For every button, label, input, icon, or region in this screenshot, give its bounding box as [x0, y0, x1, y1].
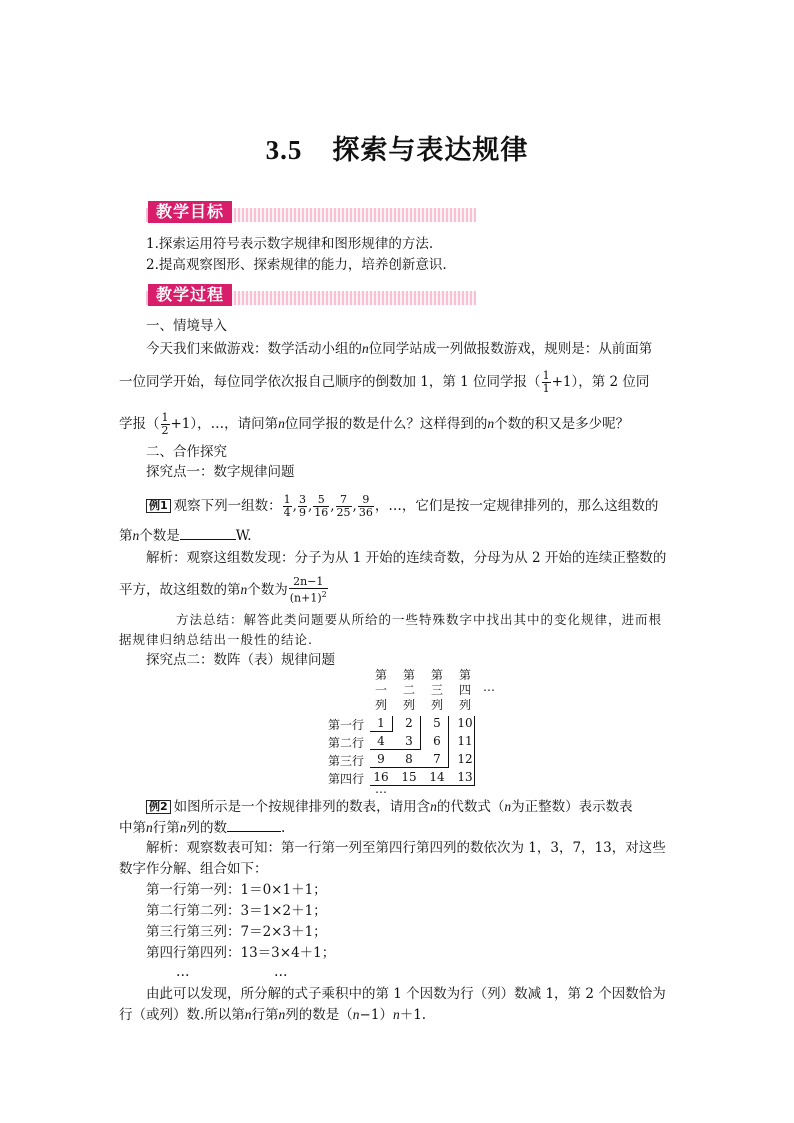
goal-item-2: 2.提高观察图形、探索规律的能力，培养创新意识. [146, 257, 447, 273]
example-1-line-2: 第n个数是 W. [119, 528, 252, 544]
row-label: 第四行 [328, 772, 365, 786]
grid-cell: 12 [457, 752, 473, 766]
decomposition-line: 第三行第三列：7＝2×3＋1； [146, 924, 327, 940]
grid-cell: 2 [405, 716, 413, 730]
grid-cell: 3 [405, 734, 413, 748]
grid-cell: 1 [377, 716, 385, 730]
row-label: 第二行 [328, 736, 365, 750]
grid-cell: 7 [433, 752, 441, 766]
row-label: 第一行 [328, 718, 365, 732]
fraction: $\frac{2n-1}{(n+1)^2}$ [289, 575, 327, 605]
grid-cell: 13 [457, 770, 473, 784]
grid-cell: 11 [457, 734, 473, 748]
decomposition-line: 第四行第四列：13＝3×4＋1； [146, 945, 336, 961]
point2-heading: 探究点二：数阵（表）规律问题 [146, 652, 335, 668]
solution-1-line-2: 平方，故这组数的第n个数为 $\frac{2n-1}{(n+1)^2}$ [119, 575, 327, 605]
grid-cell: 4 [377, 734, 385, 748]
grid-cell: 14 [429, 770, 445, 784]
goal-item-1: 1.探索运用符号表示数字规律和图形规律的方法. [146, 236, 434, 252]
section-heading-goals: 教学目标 [148, 201, 232, 223]
grid-cell: 8 [405, 752, 413, 766]
example-2-line-1: 例2 如图所示是一个按规律排列的数表，请用含n的代数式（n为正整数）表示数表 [146, 797, 633, 817]
solution-1-line-1: 解析：观察这组数发现：分子为从 1 开始的连续奇数，分母为从 2 开始的连续正整数的 [146, 550, 667, 566]
grid-cell: 9 [377, 752, 385, 766]
conclusion-line-2: 行（或列）数.所以第n行第n列的数是（n−1）n＋1. [119, 1007, 427, 1023]
fraction: $\frac{1}{2}$ [161, 411, 169, 437]
intro-line-3: 学报（ $\frac{1}{2}$ +1），…，请问第n位同学报的数是什么？这样得到的n个数的积又是多少呢？ [119, 411, 630, 437]
example-badge: 例1 [146, 499, 171, 513]
conclusion-line-1: 由此可以发现，所分解的式子乘积中的第 1 个因数为行（列）数减 1，第 2 个因数恰为 [146, 986, 666, 1002]
decomposition-line: 第一行第一列：1＝0×1＋1； [146, 882, 327, 898]
page-title: 3.5 探索与表达规律 [265, 135, 529, 166]
row-label: 第三行 [328, 754, 365, 768]
col-header: 第 四 列 [458, 668, 471, 712]
point1-heading: 探究点一：数字规律问题 [146, 464, 295, 480]
example-2-line-2: 中第n行第n列的数 . [119, 820, 286, 836]
part1-heading: 一、情境导入 [146, 318, 227, 334]
grid-cell: 15 [401, 770, 417, 784]
answer-blank [180, 539, 236, 540]
ellipsis: … [274, 964, 288, 980]
col-header: 第 二 列 [402, 668, 415, 712]
solution-2-line-2: 数字作分解、组合如下： [119, 861, 268, 877]
col-header: 第 一 列 [374, 668, 387, 712]
ellipsis: … [176, 964, 190, 980]
col-header: 第 三 列 [430, 668, 443, 712]
ellipsis: … [483, 680, 495, 694]
section-banner-process [146, 284, 486, 306]
grid-cell: 6 [433, 734, 441, 748]
section-heading-process: 教学过程 [148, 284, 232, 306]
grid-cell: 16 [373, 770, 389, 784]
intro-line-2: 一位同学开始，每位同学依次报自己顺序的倒数加 1，第 1 位同学报（ $\frac{1}{1}$ +1），第 2 位同 [119, 369, 650, 395]
decomposition-line: 第二行第二列：3＝1×2＋1； [146, 903, 327, 919]
solution-2-line-1: 解析：观察数表可知：第一行第一列至第四行第四列的数依次为 1，3，7，13，对这些 [146, 840, 666, 856]
intro-line-1: 今天我们来做游戏：数学活动小组的n位同学站成一列做报数游戏，规则是：从前面第 [146, 341, 653, 357]
answer-blank [227, 831, 281, 832]
method-summary-line-2: 据规律归纳总结出一般性的结论. [119, 632, 313, 647]
fraction: $\frac{1}{1}$ [542, 369, 550, 395]
section-banner-goals [146, 201, 486, 223]
example-1-line-1: 例1 观察下列一组数： $\frac{1}{4}$ , $\frac{3}{9}$ , $\frac{5}{16}$ , $\frac{7}{25}$ , $\frac{9}{36}$ ，…，它们是按一定规律排列的，那么这组数的 [146, 494, 658, 519]
grid-cell: 10 [457, 716, 473, 730]
method-summary-line-1: 方法总结：解答此类问题要从所给的一些特殊数字中找出其中的变化规律，进而根 [176, 612, 663, 627]
ellipsis: … [375, 782, 387, 796]
example-badge: 例2 [146, 800, 171, 814]
grid-cell: 5 [433, 716, 441, 730]
part2-heading: 二、合作探究 [146, 444, 227, 460]
